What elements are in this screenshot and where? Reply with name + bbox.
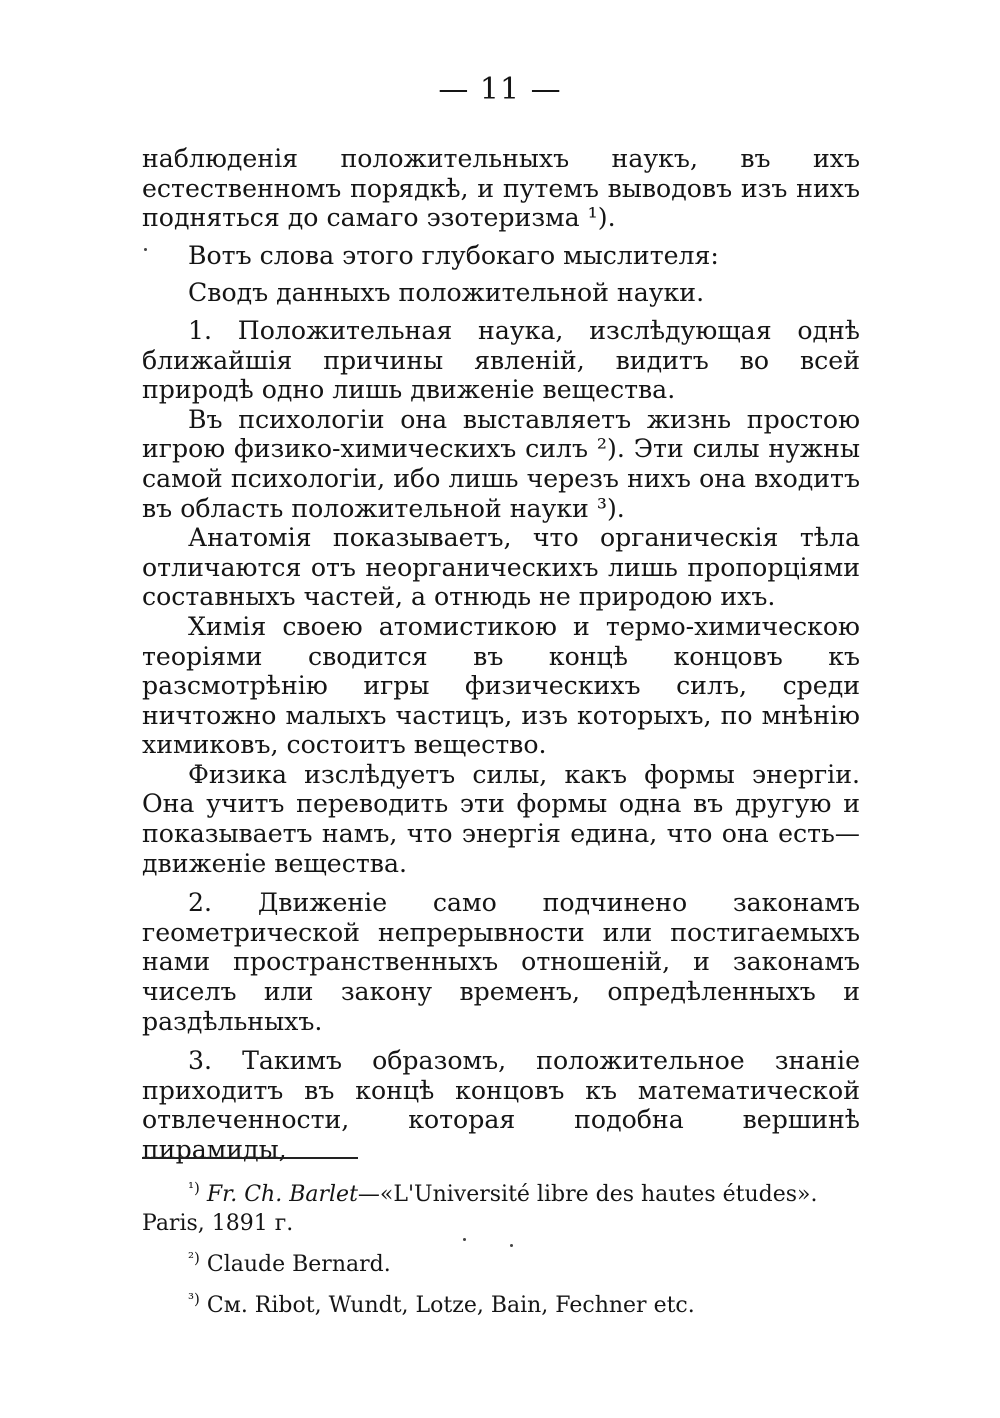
print-speck [510, 1244, 513, 1247]
footnote-divider [142, 1157, 358, 1159]
paragraph-anatomy: Анатомія показываетъ, что органическія тѣла отличаются отъ неорганическихъ лишь пропорціями составныхъ частей, а отнюдь не природою ихъ. [142, 523, 860, 612]
footnote-mark: ¹) [188, 1179, 200, 1197]
paragraph-continuation: наблюденія положительныхъ наукъ, въ ихъ естественномъ порядкѣ, и путемъ выводовъ изъ нихъ подняться до самаго эзотеризма ¹). [142, 144, 860, 233]
footnote-1 [142, 1174, 860, 1238]
footnote-mark: ²) [188, 1249, 200, 1267]
paragraph-physics: Физика изслѣдуетъ силы, какъ формы энергіи. Она учитъ переводить эти формы одна въ другую и показываетъ намъ, что энергія едина, что она есть—движеніе вещества. [142, 759, 860, 878]
footnote-author: Fr. Ch. Barlet [206, 1182, 358, 1207]
paragraph-point-2: 2. Движеніе само подчинено законамъ геометрической непрерывности или постигаемыхъ нами пространственныхъ отношеній, и законамъ чиселъ или закону временъ, опредѣленныхъ и раздѣльныхъ. [142, 888, 860, 1036]
footnotes [142, 1174, 860, 1320]
paragraph-intro-quote: Вотъ слова этого глубокаго мыслителя: [188, 240, 719, 270]
footnote-3 [142, 1285, 860, 1320]
footnote-2 [142, 1244, 860, 1279]
paragraph-chemistry: Химія своею атомистикою и термо-химическою теоріями сводится въ концѣ концовъ къ разсмотрѣнію игры физическихъ силъ, среди ничтожно малыхъ частицъ, изъ которыхъ, по мнѣнію химиковъ, состоитъ вещество. [142, 611, 860, 760]
footnote-text: —«L'Université libre des hautes études». Paris, 1891 г. [142, 1182, 818, 1236]
paragraph-heading: Сводъ данныхъ положительной науки. [188, 278, 705, 308]
print-speck [463, 1238, 466, 1241]
paragraph-psychology: Въ психологіи она выставляетъ жизнь простою игрою физико-химическихъ силъ ²). Эти силы нужны самой психологіи, ибо лишь черезъ нихъ она входитъ въ область положительной науки ³). [142, 404, 860, 523]
page-number: — 11 — [438, 72, 562, 107]
footnote-text: Claude Bernard. [206, 1252, 391, 1277]
body-text [142, 144, 860, 1165]
footnote-text: См. Ribot, Wundt, Lotze, Bain, Fechner etc. [206, 1293, 695, 1318]
paragraph-point-1: 1. Положительная наука, изслѣдующая однѣ ближайшія причины явленій, видитъ во всей природѣ одно лишь движеніе вещества. [142, 315, 860, 405]
print-speck [144, 248, 147, 251]
footnote-mark: ³) [188, 1290, 200, 1308]
paragraph-point-3: 3. Такимъ образомъ, положительное знаніе приходитъ въ концѣ концовъ къ математической отвлеченности, которая подобна вершинѣ пирамиды, [142, 1046, 860, 1164]
